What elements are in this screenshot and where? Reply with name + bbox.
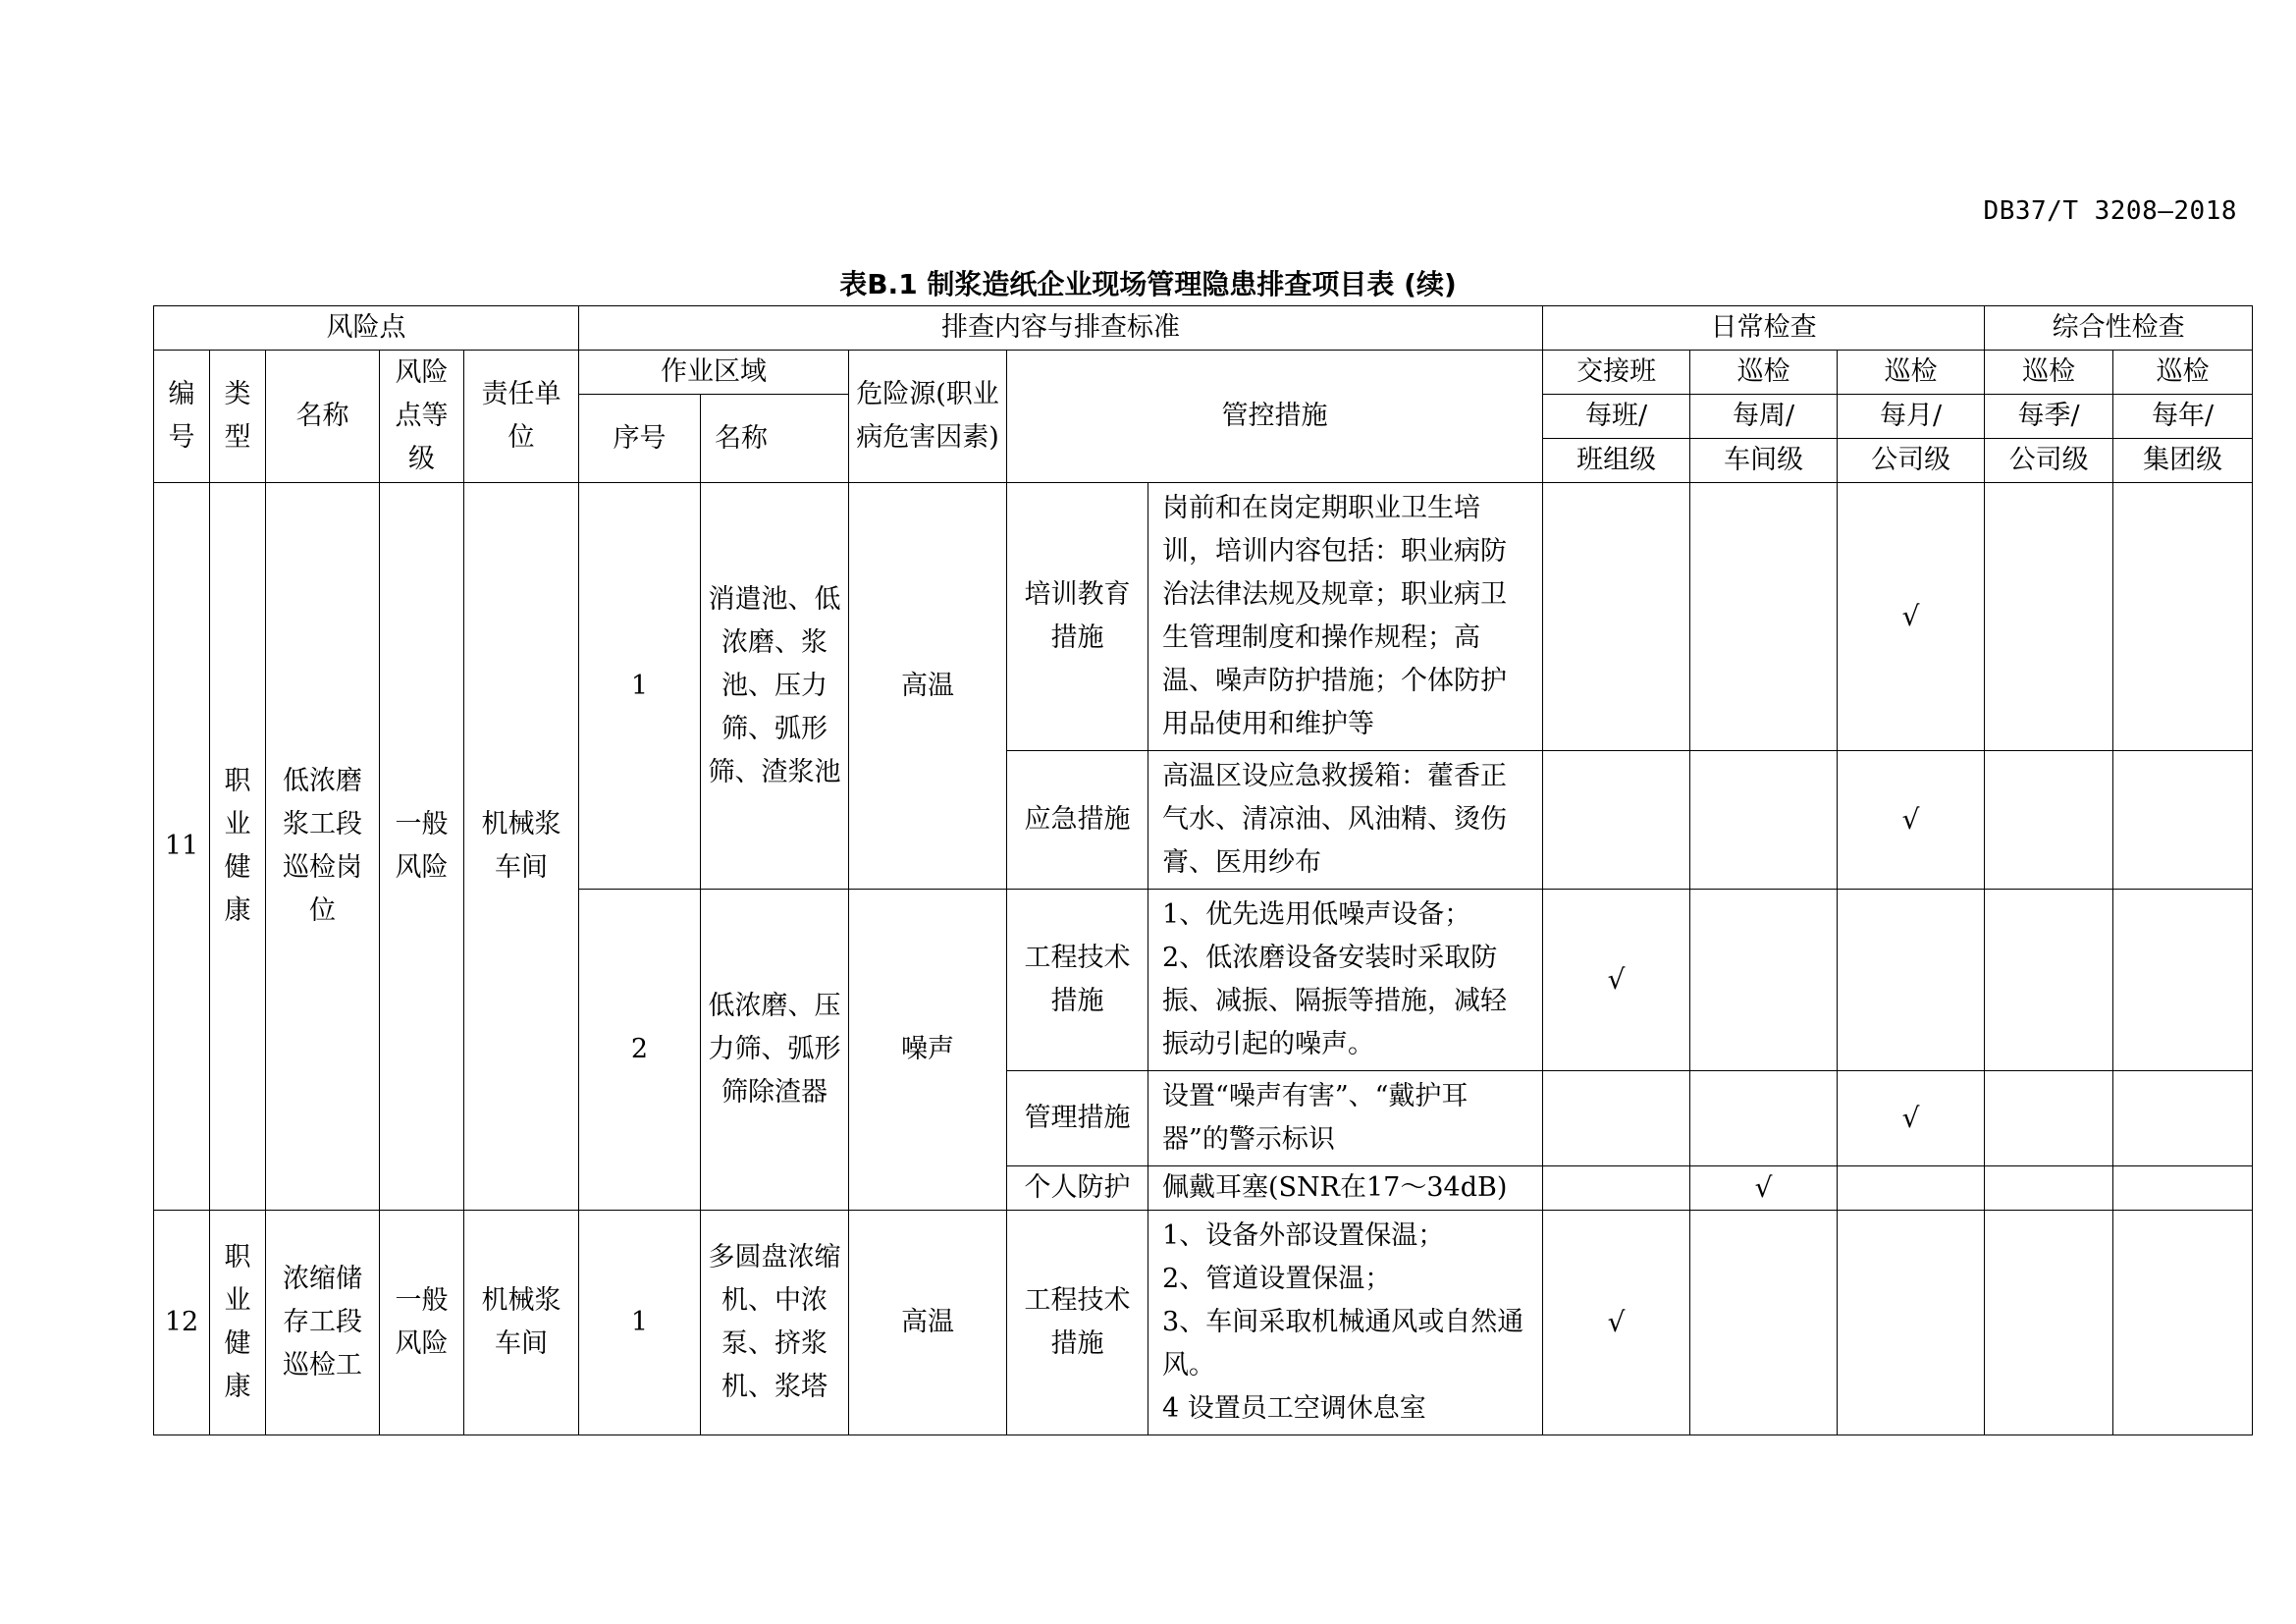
measure-category: 培训教育措施 (1007, 483, 1148, 751)
check-month: √ (1838, 483, 1985, 751)
check-shift: √ (1543, 1211, 1690, 1435)
patrol-year-header: 巡检 (2113, 351, 2253, 395)
type-header: 类型 (210, 351, 266, 483)
measure-category: 个人防护 (1007, 1166, 1148, 1211)
check-week (1690, 890, 1838, 1071)
row-type: 职业健康 (210, 1211, 266, 1435)
measure-text: 设置“噪声有害”、“戴护耳器”的警示标识 (1148, 1071, 1543, 1166)
measure-category: 工程技术措施 (1007, 1211, 1148, 1435)
row-unit: 机械浆车间 (464, 483, 579, 1211)
freq-month: 每月/ (1838, 395, 1985, 439)
check-shift (1543, 1071, 1690, 1166)
row-level: 一般风险 (380, 1211, 464, 1435)
check-week (1690, 1211, 1838, 1435)
area-name-header: 名称 (701, 395, 849, 483)
check-week (1690, 751, 1838, 890)
area-name: 消遣池、低浓磨、浆池、压力筛、弧形筛、渣浆池 (701, 483, 849, 890)
table-row (154, 483, 2253, 751)
measure-text: 1、优先选用低噪声设备； 2、低浓磨设备安装时采取防振、减振、隔振等措施，减轻振动引起的噪声。 (1148, 890, 1543, 1071)
table-row (154, 1211, 2253, 1435)
check-month: √ (1838, 751, 1985, 890)
freq-season: 每季/ (1985, 395, 2113, 439)
check-season (1985, 1166, 2113, 1211)
check-shift (1543, 483, 1690, 751)
header-row-2 (154, 351, 2253, 395)
area-seq: 1 (579, 1211, 701, 1435)
freq-shift: 每班/ (1543, 395, 1690, 439)
check-week (1690, 483, 1838, 751)
row-type: 职业健康 (210, 483, 266, 1211)
measure-category: 工程技术措施 (1007, 890, 1148, 1071)
row-level: 一般风险 (380, 483, 464, 1211)
area-hazard: 高温 (849, 1211, 1007, 1435)
check-season (1985, 1071, 2113, 1166)
patrol-weekly-header: 巡检 (1690, 351, 1838, 395)
freq-year: 每年/ (2113, 395, 2253, 439)
row-unit: 机械浆车间 (464, 1211, 579, 1435)
daily-check-header: 日常检查 (1543, 306, 1985, 351)
patrol-season-header: 巡检 (1985, 351, 2113, 395)
hazard-inspection-table (153, 305, 2253, 1435)
measure-text: 岗前和在岗定期职业卫生培训，培训内容包括：职业病防治法律法规及规章；职业病卫生管理制度和操作规程；高温、噪声防护措施；个体防护用品使用和维护等 (1148, 483, 1543, 751)
check-year (2113, 483, 2253, 751)
id-header: 编号 (154, 351, 210, 483)
check-month: √ (1838, 1071, 1985, 1166)
content-header: 排查内容与排查标准 (579, 306, 1543, 351)
header-row-1 (154, 306, 2253, 351)
check-year (2113, 1166, 2253, 1211)
table-title: 表B.1 制浆造纸企业现场管理隐患排查项目表 (续) (839, 268, 1457, 300)
measure-category: 应急措施 (1007, 751, 1148, 890)
check-shift (1543, 1166, 1690, 1211)
area-seq: 2 (579, 890, 701, 1211)
level-header: 风险点等级 (380, 351, 464, 483)
hazard-header: 危险源(职业病危害因素) (849, 351, 1007, 483)
area-name: 多圆盘浓缩机、中浓泵、挤浆机、浆塔 (701, 1211, 849, 1435)
check-season (1985, 1211, 2113, 1435)
name-header: 名称 (266, 351, 380, 483)
area-seq: 1 (579, 483, 701, 890)
level-company-month: 公司级 (1838, 439, 1985, 483)
measure-text: 1、设备外部设置保温； 2、管道设置保温； 3、车间采取机械通风或自然通风。 4 设置员工空调休息室 (1148, 1211, 1543, 1435)
check-year (2113, 751, 2253, 890)
check-week (1690, 1071, 1838, 1166)
document-number: DB37/T 3208—2018 (1983, 196, 2237, 226)
check-season (1985, 751, 2113, 890)
check-season (1985, 890, 2113, 1071)
check-shift (1543, 751, 1690, 890)
risk-point-header: 风险点 (154, 306, 579, 351)
row-name: 低浓磨浆工段巡检岗位 (266, 483, 380, 1211)
check-year (2113, 1211, 2253, 1435)
check-week: √ (1690, 1166, 1838, 1211)
measure-text: 佩戴耳塞(SNR在17～34dB) (1148, 1166, 1543, 1211)
area-hazard: 高温 (849, 483, 1007, 890)
patrol-monthly-header: 巡检 (1838, 351, 1985, 395)
check-shift: √ (1543, 890, 1690, 1071)
area-hazard: 噪声 (849, 890, 1007, 1211)
measure-text: 高温区设应急救援箱：藿香正气水、清凉油、风油精、烫伤膏、医用纱布 (1148, 751, 1543, 890)
check-season (1985, 483, 2113, 751)
seq-header: 序号 (579, 395, 701, 483)
check-year (2113, 890, 2253, 1071)
row-id: 12 (154, 1211, 210, 1435)
measure-category: 管理措施 (1007, 1071, 1148, 1166)
check-year (2113, 1071, 2253, 1166)
level-team: 班组级 (1543, 439, 1690, 483)
comprehensive-check-header: 综合性检查 (1985, 306, 2253, 351)
shift-handover-header: 交接班 (1543, 351, 1690, 395)
row-id: 11 (154, 483, 210, 1211)
work-area-header: 作业区域 (579, 351, 849, 395)
level-workshop: 车间级 (1690, 439, 1838, 483)
freq-week: 每周/ (1690, 395, 1838, 439)
area-name: 低浓磨、压力筛、弧形筛除渣器 (701, 890, 849, 1211)
level-company-season: 公司级 (1985, 439, 2113, 483)
level-group: 集团级 (2113, 439, 2253, 483)
check-month (1838, 890, 1985, 1071)
measures-header: 管控措施 (1007, 351, 1543, 483)
unit-header: 责任单位 (464, 351, 579, 483)
row-name: 浓缩储存工段巡检工 (266, 1211, 380, 1435)
check-month (1838, 1166, 1985, 1211)
check-month (1838, 1211, 1985, 1435)
